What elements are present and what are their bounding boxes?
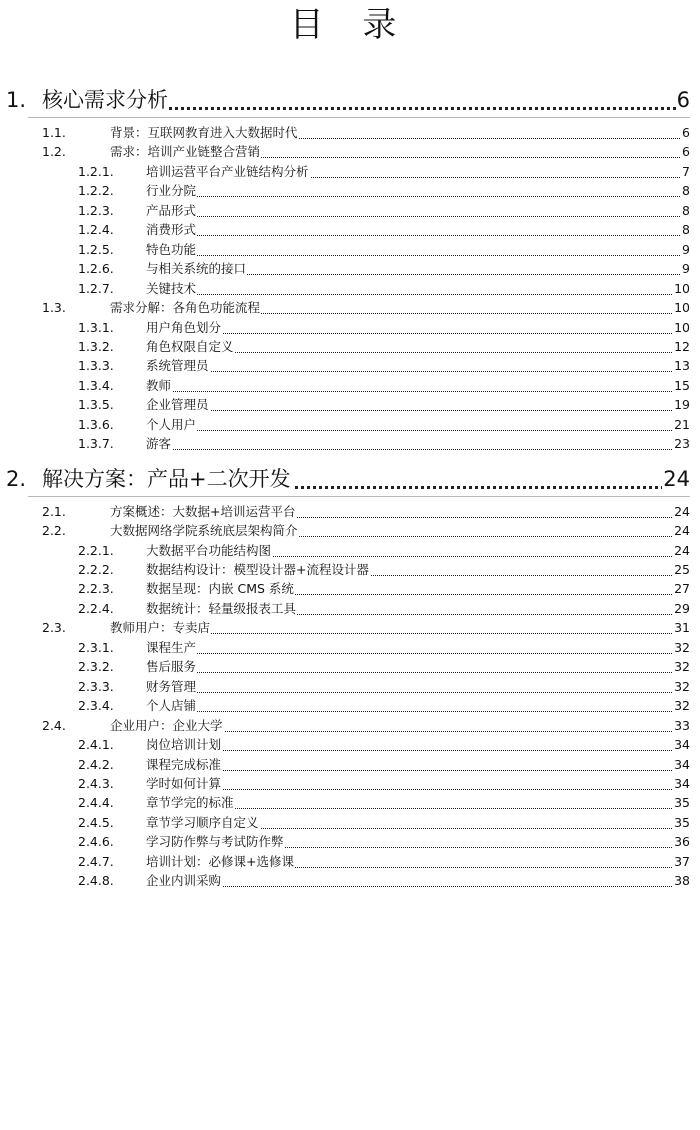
toc-entry-title[interactable]: 章节学完的标准: [146, 795, 234, 811]
toc-entry-title[interactable]: 教师: [146, 377, 172, 393]
toc-entry-title[interactable]: 岗位培训计划: [146, 737, 222, 753]
toc-entry-level-2[interactable]: [0, 124, 700, 144]
toc-entry-title[interactable]: 学习防作弊与考试防作弊: [146, 834, 284, 850]
toc-entry-title[interactable]: 用户角色划分: [146, 319, 222, 335]
toc-page-number[interactable]: 8: [682, 202, 690, 218]
toc-entry-title[interactable]: 课程完成标准: [146, 756, 222, 772]
toc-entry-title[interactable]: 特色功能: [146, 241, 197, 257]
toc-entry-number: 2.3.: [42, 620, 66, 636]
toc-entry-level-2[interactable]: [0, 143, 700, 163]
toc-entry-title[interactable]: 课程生产: [146, 639, 197, 655]
toc-entry-level-2[interactable]: [0, 717, 700, 737]
toc-entry-level-1[interactable]: [0, 465, 700, 493]
toc-entry-number: 2.4.5.: [78, 814, 114, 830]
toc-entry-title[interactable]: 与相关系统的接口: [146, 261, 247, 277]
toc-entry-number: 1.3.6.: [78, 416, 114, 432]
toc-entry-number: 2.3.4.: [78, 698, 114, 714]
toc-entry-level-2[interactable]: [0, 522, 700, 542]
toc-dot-leader: [146, 886, 690, 887]
toc-entry-number: 1.: [6, 88, 27, 112]
toc-page-number[interactable]: 9: [682, 241, 690, 257]
toc-entry-number: 1.2.5.: [78, 241, 114, 257]
toc-entry-title[interactable]: 数据结构设计：模型设计器+流程设计器: [146, 562, 369, 577]
toc-entry-title[interactable]: 角色权限自定义: [146, 338, 234, 354]
toc-entry-title[interactable]: 系统管理员: [146, 358, 209, 374]
toc-dot-leader: [146, 692, 690, 693]
toc-entry-level-3[interactable]: [0, 357, 700, 377]
toc-entry-number: 2.4.2.: [78, 756, 114, 772]
toc-entry-number: 2.: [6, 466, 27, 491]
chapter-separator: [28, 117, 690, 118]
toc-page-number[interactable]: 34: [674, 775, 690, 791]
toc-page-number[interactable]: 32: [674, 698, 690, 714]
toc-page-number[interactable]: 8: [682, 183, 690, 199]
toc-entry-number: 2.3.2.: [78, 659, 114, 675]
toc-page-number[interactable]: 35: [674, 795, 690, 811]
toc-dot-leader: [146, 216, 690, 217]
toc-entry-number: 1.2.1.: [78, 163, 114, 179]
toc-page-number[interactable]: 9: [682, 261, 690, 277]
toc-entry-number: 2.2.: [42, 523, 66, 539]
toc-page-number[interactable]: 13: [674, 358, 690, 374]
toc-entry-title[interactable]: 背景：互联网教育进入大数据时代: [110, 125, 298, 140]
toc-entry-number: 2.4.6.: [78, 834, 114, 850]
toc-entry-level-3[interactable]: [0, 202, 700, 222]
toc-page-number[interactable]: 10: [674, 280, 690, 296]
toc-entry-title[interactable]: 数据呈现：内嵌 CMS 系统: [146, 581, 294, 597]
toc-page-number[interactable]: 7: [682, 163, 690, 179]
toc-page-number[interactable]: 27: [674, 581, 690, 597]
toc-entry-number: 2.4.3.: [78, 775, 114, 791]
toc-entry-title[interactable]: 个人店铺: [146, 698, 197, 714]
toc-entry-level-3[interactable]: [0, 377, 700, 397]
toc-entry-title[interactable]: 行业分院: [146, 183, 197, 199]
toc-page-number[interactable]: 24: [674, 542, 690, 558]
toc-entry-level-3[interactable]: [0, 280, 700, 300]
toc-entry-level-2[interactable]: [0, 299, 700, 319]
toc-page-number[interactable]: 6: [682, 125, 690, 140]
toc-entry-level-3[interactable]: [0, 163, 700, 183]
toc-dot-leader: [146, 255, 690, 256]
toc-entry-title[interactable]: 解决方案：产品+二次开发: [42, 466, 291, 491]
toc-entry-level-3[interactable]: [0, 580, 700, 600]
toc-entry-title[interactable]: 消费形式: [146, 222, 197, 238]
toc-entry-title[interactable]: 核心需求分析: [42, 88, 168, 112]
toc-entry-level-3[interactable]: [0, 639, 700, 659]
toc-page-number[interactable]: 25: [674, 562, 690, 577]
toc-page-number[interactable]: 31: [674, 620, 690, 636]
toc-entry-number: 2.2.2.: [78, 562, 114, 577]
toc-page-number[interactable]: 34: [674, 756, 690, 772]
toc-dot-leader: [146, 294, 690, 295]
toc-dot-leader: [146, 410, 690, 411]
toc-entry-number: 2.4.: [42, 717, 66, 733]
toc-entry-title[interactable]: 企业内训采购: [146, 873, 222, 889]
toc-page-number[interactable]: 15: [674, 377, 690, 393]
toc-entry-level-3[interactable]: [0, 260, 700, 280]
toc-page-number[interactable]: 32: [674, 678, 690, 694]
chapter-separator: [28, 496, 690, 497]
toc-page-number[interactable]: 21: [674, 416, 690, 432]
toc-entry-title[interactable]: 学时如何计算: [146, 775, 222, 791]
toc-page-number[interactable]: 32: [674, 659, 690, 675]
toc-page-number[interactable]: 23: [674, 436, 690, 452]
toc-entry-level-3[interactable]: [0, 435, 700, 455]
toc-page-number[interactable]: 24: [663, 466, 690, 491]
toc-entry-number: 1.3.3.: [78, 358, 114, 374]
toc-page-number[interactable]: 29: [674, 600, 690, 616]
toc-entry-number: 2.4.7.: [78, 853, 114, 869]
toc-entry-level-3[interactable]: [0, 561, 700, 581]
toc-entry-level-3[interactable]: [0, 814, 700, 834]
toc-entry-title[interactable]: 关键技术: [146, 280, 197, 296]
toc-entry-number: 1.2.6.: [78, 261, 114, 277]
toc-entry-number: 1.1.: [42, 125, 66, 140]
toc-entry-number: 2.4.4.: [78, 795, 114, 811]
toc-entry-number: 2.4.8.: [78, 873, 114, 889]
toc-entry-title[interactable]: 企业管理员: [146, 397, 209, 413]
toc-page-number[interactable]: 34: [674, 737, 690, 753]
toc-entry-level-3[interactable]: [0, 736, 700, 756]
toc-dot-leader: [146, 672, 690, 673]
toc-entry-number: 2.2.4.: [78, 600, 114, 616]
toc-entry-level-3[interactable]: [0, 697, 700, 717]
toc-page-number[interactable]: 10: [674, 300, 690, 316]
toc-page-number[interactable]: 37: [674, 853, 690, 869]
toc-dot-leader: [146, 789, 690, 790]
toc-dot-leader: [146, 391, 690, 392]
toc-entry-level-3[interactable]: [0, 833, 700, 853]
toc-entry-title[interactable]: 培训运营平台产业链结构分析: [146, 163, 309, 179]
toc-entry-level-3[interactable]: [0, 241, 700, 261]
toc-entry-number: 2.1.: [42, 503, 66, 519]
toc-entry-level-3[interactable]: [0, 678, 700, 698]
toc-entry-title[interactable]: 售后服务: [146, 659, 197, 675]
toc-entry-title[interactable]: 大数据网络学院系统底层架构简介: [110, 523, 298, 539]
toc-page-number[interactable]: 38: [674, 873, 690, 889]
toc-entry-level-3[interactable]: [0, 182, 700, 202]
toc-entry-level-3[interactable]: [0, 775, 700, 795]
toc-entry-level-3[interactable]: [0, 338, 700, 358]
toc-page-number[interactable]: 24: [674, 503, 690, 519]
toc-entry-number: 1.3.: [42, 300, 66, 316]
toc-dot-leader: [146, 235, 690, 236]
toc-entry-number: 1.2.3.: [78, 202, 114, 218]
toc-page-number[interactable]: 19: [674, 397, 690, 413]
toc-entry-title[interactable]: 产品形式: [146, 202, 197, 218]
toc-entry-level-3[interactable]: [0, 658, 700, 678]
toc-dot-leader: [146, 770, 690, 771]
toc-entry-level-3[interactable]: [0, 319, 700, 339]
toc-entry-level-3[interactable]: [0, 542, 700, 562]
toc-entry-number: 1.3.2.: [78, 338, 114, 354]
toc-entry-title[interactable]: 方案概述：大数据+培训运营平台: [110, 503, 296, 519]
toc-entry-number: 1.3.7.: [78, 436, 114, 452]
toc-entry-level-3[interactable]: [0, 396, 700, 416]
toc-dot-leader: [146, 196, 690, 197]
toc-entry-number: 2.2.1.: [78, 542, 114, 558]
toc-entry-number: 1.2.2.: [78, 183, 114, 199]
toc-entry-title[interactable]: 大数据平台功能结构图: [146, 542, 272, 558]
toc-entry-title[interactable]: 数据统计：轻量级报表工具: [146, 600, 297, 616]
toc-entry-number: 2.2.3.: [78, 581, 114, 597]
toc-page-number[interactable]: 6: [682, 144, 690, 160]
toc-entry-level-1[interactable]: [0, 86, 700, 114]
toc-entry-number: 2.4.1.: [78, 737, 114, 753]
toc-page-number[interactable]: 6: [676, 88, 690, 112]
toc-entry-level-3[interactable]: [0, 600, 700, 620]
toc-dot-leader: [146, 371, 690, 372]
toc-entry-number: 1.2.4.: [78, 222, 114, 238]
toc-entry-number: 2.3.3.: [78, 678, 114, 694]
toc-entry-number: 2.3.1.: [78, 639, 114, 655]
toc-entry-number: 1.3.4.: [78, 377, 114, 393]
toc-entry-level-3[interactable]: [0, 794, 700, 814]
toc-entry-level-3[interactable]: [0, 756, 700, 776]
toc-entry-title[interactable]: 财务管理: [146, 678, 197, 694]
toc-dot-leader: [146, 750, 690, 751]
toc-entry-title[interactable]: 需求分解：各角色功能流程: [110, 300, 261, 316]
toc-entry-level-2[interactable]: [0, 503, 700, 523]
toc-entry-level-3[interactable]: [0, 853, 700, 873]
toc-entry-number: 1.3.1.: [78, 319, 114, 335]
toc-entry-title[interactable]: 个人用户: [146, 416, 197, 432]
toc-entry-title[interactable]: 培训计划：必修课+选修课: [146, 853, 294, 869]
toc-page-number[interactable]: 36: [674, 834, 690, 850]
toc-title: 目 录: [289, 5, 411, 45]
toc-entry-title[interactable]: 企业用户：企业大学: [110, 717, 223, 733]
toc-entry-level-3[interactable]: [0, 872, 700, 892]
toc-dot-leader: [146, 333, 690, 334]
toc-page-number[interactable]: 35: [674, 814, 690, 830]
toc-entry-number: 1.3.5.: [78, 397, 114, 413]
toc-page-number[interactable]: 24: [674, 523, 690, 539]
toc-entry-title[interactable]: 游客: [146, 436, 172, 452]
toc-page-number[interactable]: 32: [674, 639, 690, 655]
toc-dot-leader: [146, 430, 690, 431]
toc-entry-level-2[interactable]: [0, 619, 700, 639]
toc-entry-number: 1.2.: [42, 144, 66, 160]
toc-dot-leader: [146, 653, 690, 654]
toc-page-number[interactable]: 33: [674, 717, 690, 733]
toc-page-number[interactable]: 10: [674, 319, 690, 335]
toc-entry-level-3[interactable]: [0, 416, 700, 436]
toc-entry-level-3[interactable]: [0, 221, 700, 241]
toc-entry-title[interactable]: 需求：培训产业链整合营销: [110, 144, 261, 160]
toc-page-number[interactable]: 8: [682, 222, 690, 238]
toc-page-number[interactable]: 12: [674, 338, 690, 354]
toc-dot-leader: [146, 711, 690, 712]
toc-entry-title[interactable]: 教师用户：专卖店: [110, 620, 211, 636]
toc-dot-leader: [146, 449, 690, 450]
toc-entry-number: 1.2.7.: [78, 280, 114, 296]
toc-entry-title[interactable]: 章节学习顺序自定义: [146, 814, 259, 830]
